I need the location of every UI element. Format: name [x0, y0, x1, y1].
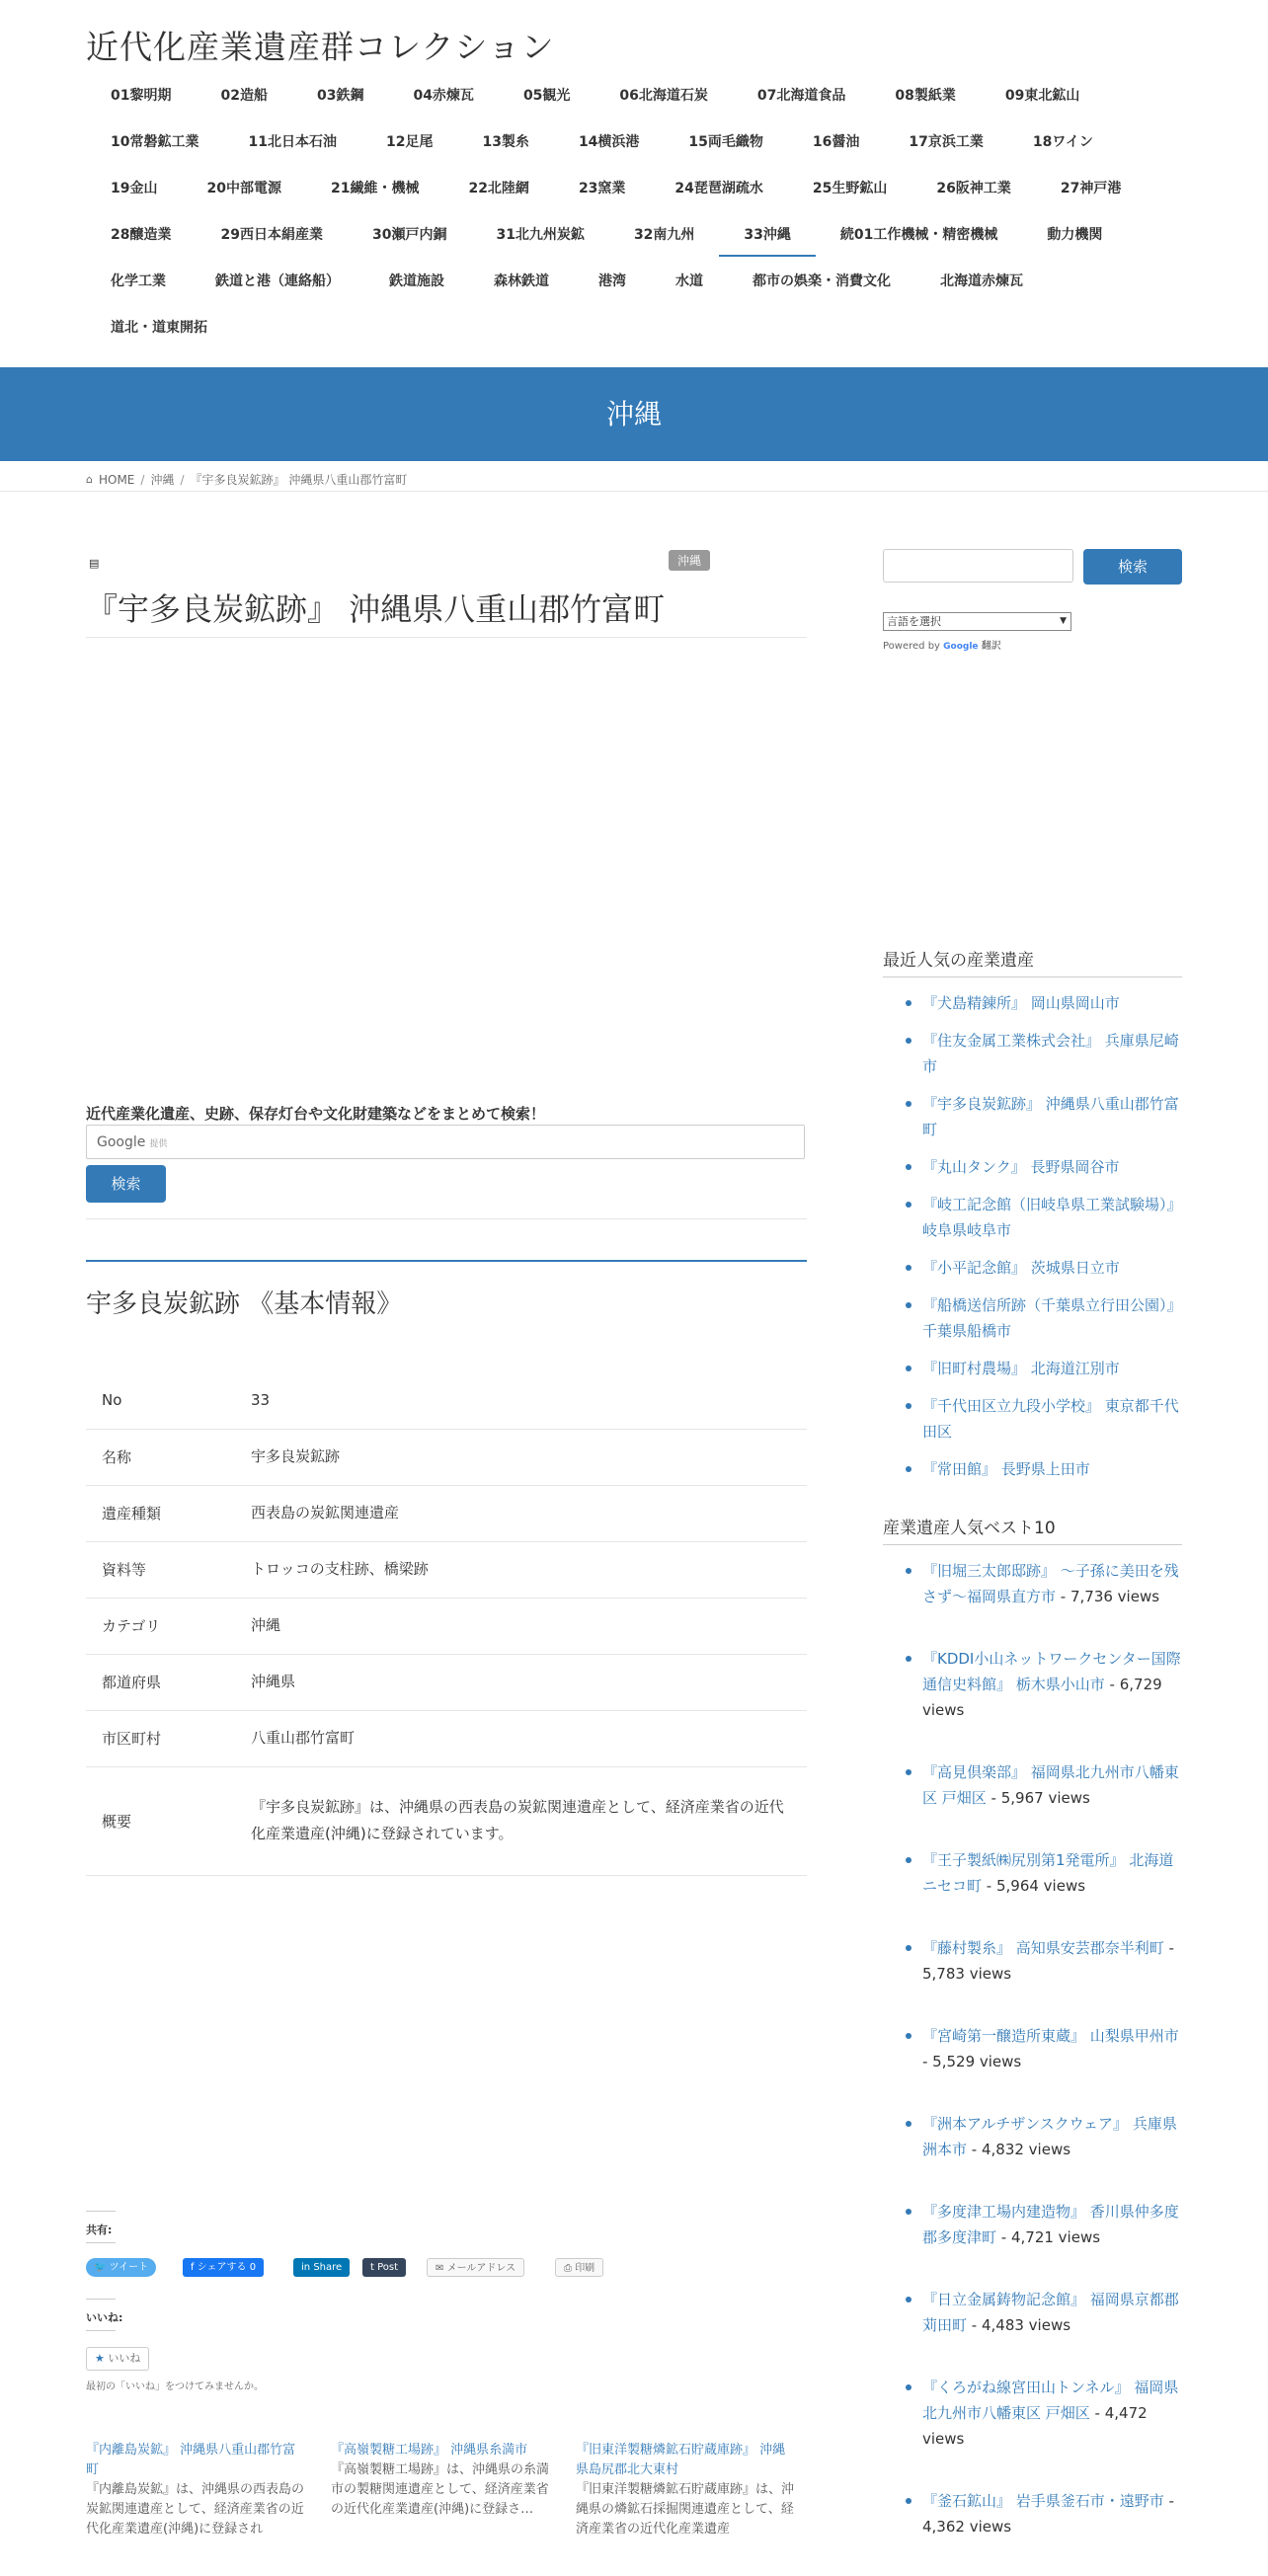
- linkedin-icon: in: [301, 2262, 311, 2273]
- info-row: [86, 1598, 807, 1654]
- gnav-item[interactable]: 32南九州: [633, 227, 695, 243]
- recent-item: [883, 1356, 1182, 1381]
- facebook-icon: f: [191, 2262, 195, 2273]
- view-count: - 5,529 views: [922, 2053, 1022, 2070]
- related-post-excerpt: 『旧東洋製糖燐鉱石貯蔵庫跡』は、沖縄県の燐鉱石採掘関連遺産として、経済産業省の近代化産業遺産: [576, 2482, 795, 2537]
- info-value: 宇多良炭鉱跡: [236, 1429, 807, 1485]
- recent-item: [883, 1154, 1182, 1180]
- breadcrumb-separator: /: [180, 472, 185, 487]
- recent-item-link[interactable]: 『犬島精錬所』 岡山県岡山市: [922, 994, 1120, 1012]
- gnav-item[interactable]: 03鉄鋼: [316, 88, 364, 104]
- info-table: [86, 1372, 807, 1876]
- google-search-button[interactable]: 検索: [86, 1165, 166, 1203]
- best-item: [883, 2199, 1182, 2250]
- gnav-item[interactable]: 森林鉄道: [494, 273, 549, 289]
- gnav-item[interactable]: 09東北鉱山: [1004, 88, 1080, 104]
- gnav-item[interactable]: 続01工作機械・精密機械: [839, 227, 998, 243]
- recent-item: [883, 1393, 1182, 1444]
- related-post-title[interactable]: 『旧東洋製糖燐鉱石貯蔵庫跡』 沖縄県島尻郡北大東村: [576, 2443, 786, 2477]
- view-count: - 6,729 views: [922, 1676, 1162, 1719]
- book-icon: ▤: [89, 557, 100, 570]
- tumblr-icon: t: [370, 2262, 374, 2273]
- view-count: - 4,721 views: [996, 2228, 1101, 2246]
- best-item: [883, 1646, 1182, 1723]
- recent-item: [883, 1292, 1182, 1344]
- print-icon: ⎙: [564, 2263, 572, 2274]
- title-divider: [86, 637, 807, 638]
- gnav-item[interactable]: 北海道赤煉瓦: [940, 273, 1023, 289]
- gnav-item[interactable]: 30瀬戸内銅: [371, 227, 447, 243]
- breadcrumb-divider: [0, 491, 1268, 492]
- gnav-item[interactable]: 24琵琶湖疏水: [674, 181, 763, 196]
- gnav-row: [86, 166, 1182, 212]
- gnav-item[interactable]: 08製紙業: [895, 88, 956, 104]
- related-post-excerpt: 『内離島炭鉱』は、沖縄県の西表島の炭鉱関連遺産として、経済産業省の近代化産業遺産(沖縄)に登録され: [86, 2482, 305, 2537]
- gnav-item[interactable]: 27神戸港: [1060, 181, 1122, 196]
- gnav-item[interactable]: 14横浜港: [578, 134, 640, 150]
- gnav-item[interactable]: 22北陸網: [468, 181, 529, 196]
- linkedin-share-button[interactable]: in Share: [293, 2258, 350, 2277]
- info-value: 沖縄: [236, 1598, 807, 1654]
- gnav-row: [86, 212, 1182, 259]
- recent-item-link[interactable]: 『丸山タンク』 長野県岡谷市: [922, 1158, 1120, 1176]
- view-count: - 4,832 views: [967, 2141, 1071, 2158]
- view-count: - 7,736 views: [1056, 1588, 1160, 1605]
- widget-divider: [883, 976, 1182, 977]
- divider: [86, 2211, 116, 2212]
- view-count: - 4,472 views: [922, 2404, 1148, 2448]
- related-post[interactable]: [331, 2441, 553, 2520]
- twitter-icon: 🐦: [94, 2262, 107, 2273]
- related-post-title[interactable]: 『高嶺製糖工場跡』 沖縄県糸満市: [331, 2443, 528, 2458]
- gnav-item[interactable]: 25生野鉱山: [812, 181, 888, 196]
- recent-item: [883, 1028, 1182, 1079]
- gnav-item[interactable]: 19金山: [111, 181, 158, 196]
- gnav-item[interactable]: 鉄道と港（連絡船）: [215, 273, 340, 289]
- info-value: 八重山郡竹富町: [236, 1710, 807, 1766]
- gnav-item[interactable]: 12足尾: [385, 134, 434, 150]
- gnav-row: [86, 305, 1182, 351]
- view-count: - 5,783 views: [922, 1939, 1174, 1983]
- best-item-link[interactable]: 『王子製紙㈱尻別第1発電所』 北海道ニセコ町: [922, 1851, 1174, 1895]
- related-post[interactable]: [86, 2441, 308, 2539]
- best-item: [883, 2023, 1182, 2074]
- view-count: - 4,362 views: [922, 2492, 1174, 2536]
- recent-item-link[interactable]: 『旧町村農場』 北海道江別市: [922, 1360, 1120, 1377]
- google-search-input[interactable]: [86, 1125, 805, 1159]
- site-title[interactable]: 近代化産業遺産群コレクション: [86, 28, 555, 66]
- best-item: [883, 1935, 1182, 1987]
- gnav-item[interactable]: 鉄道施設: [389, 273, 444, 289]
- gnav-item[interactable]: 10常磐鉱工業: [111, 134, 199, 150]
- gnav-item[interactable]: 28醸造業: [111, 227, 172, 243]
- info-key: 都道府県: [86, 1654, 236, 1710]
- recent-list: [883, 990, 1182, 1494]
- gnav-item[interactable]: 04赤煉瓦: [413, 88, 474, 104]
- gnav-item[interactable]: 21繊維・機械: [330, 181, 420, 196]
- divider: [86, 2330, 116, 2331]
- gnav-item[interactable]: 26阪神工業: [936, 181, 1011, 196]
- gnav-item[interactable]: 29西日本絹産業: [220, 227, 323, 243]
- best-item: [883, 1847, 1182, 1899]
- powered-by-google: Powered by Google 翻訳: [883, 641, 1001, 652]
- home-icon: ⌂: [86, 473, 93, 486]
- recent-item-link[interactable]: 『住友金属工業株式会社』 兵庫県尼崎市: [922, 1032, 1179, 1075]
- best-item: [883, 2287, 1182, 2338]
- star-icon: ★: [95, 2352, 105, 2365]
- facebook-share-button[interactable]: f シェアする 0: [183, 2258, 264, 2277]
- recent-widget-title: 最近人気の産業遺産: [883, 951, 1034, 971]
- info-section-title: 宇多良炭鉱跡 《基本情報》: [86, 1289, 403, 1319]
- gnav-item[interactable]: 07北海道食品: [756, 88, 846, 104]
- global-nav: [86, 73, 1182, 351]
- info-row: [86, 1485, 807, 1541]
- info-row: [86, 1710, 807, 1766]
- recent-item-link[interactable]: 『千代田区立九段小学校』 東京都千代田区: [922, 1397, 1179, 1441]
- recent-item-link[interactable]: 『常田館』 長野県上田市: [922, 1460, 1090, 1478]
- sidebar-search-input[interactable]: [883, 549, 1073, 583]
- recent-item: [883, 1255, 1182, 1281]
- gnav-item[interactable]: 18ワイン: [1032, 134, 1093, 150]
- breadcrumb-category[interactable]: 沖縄: [150, 473, 175, 487]
- recent-item-link[interactable]: 『船橋送信所跡（千葉県立行田公園）』 千葉県船橋市: [922, 1296, 1182, 1340]
- print-button[interactable]: ⎙ 印刷: [555, 2258, 603, 2277]
- info-value: 『宇多良炭鉱跡』は、沖縄県の西表島の炭鉱関連遺産として、経済産業省の近代化産業遺産(沖縄)に登録されています。: [236, 1766, 807, 1875]
- info-value: 西表島の炭鉱関連遺産: [236, 1485, 807, 1541]
- recent-item: [883, 1192, 1182, 1243]
- breadcrumb-home[interactable]: HOME: [98, 472, 135, 487]
- best-item-link[interactable]: 『宮崎第一醸造所東蔵』 山梨県甲州市: [922, 2027, 1179, 2045]
- gnav-row: [86, 259, 1182, 305]
- best-item: [883, 2488, 1182, 2539]
- breadcrumb-separator: /: [140, 472, 145, 487]
- info-row: [86, 1654, 807, 1710]
- best-item-link[interactable]: 『多度津工場内建造物』 香川県仲多度郡多度津町: [922, 2203, 1179, 2246]
- info-key: カテゴリ: [86, 1598, 236, 1654]
- gnav-row: [86, 119, 1182, 166]
- category-badge[interactable]: 沖縄: [669, 550, 710, 571]
- gnav-item[interactable]: 水道: [675, 273, 703, 289]
- gnav-item[interactable]: 港湾: [598, 273, 626, 289]
- breadcrumb-current: 『宇多良炭鉱跡』 沖縄県八重山郡竹富町: [190, 473, 408, 487]
- sidebar-search-button[interactable]: 検索: [1083, 549, 1182, 585]
- recent-item: [883, 990, 1182, 1016]
- view-count: - 5,967 views: [986, 1789, 1090, 1807]
- tumblr-post-button[interactable]: t Post: [362, 2258, 406, 2277]
- info-key: No: [86, 1372, 236, 1429]
- gnav-item[interactable]: 17京浜工業: [909, 134, 984, 150]
- recent-item-link[interactable]: 『小平記念館』 茨城県日立市: [922, 1259, 1120, 1277]
- info-row: [86, 1429, 807, 1485]
- gnav-item[interactable]: 11北日本石油: [248, 134, 337, 150]
- like-button[interactable]: ★ いいね: [86, 2347, 149, 2371]
- best-list: [883, 1558, 1182, 2576]
- google-logo: Google: [943, 642, 979, 652]
- gnav-item[interactable]: 23窯業: [578, 181, 626, 196]
- like-label: いいね:: [86, 2311, 123, 2324]
- tweet-button[interactable]: 🐦 ツイート: [86, 2258, 156, 2277]
- gnav-item[interactable]: 05観光: [522, 88, 571, 104]
- gnav-item[interactable]: 都市の娯楽・消費文化: [753, 273, 891, 289]
- best-item-link[interactable]: 『日立金属鋳物記念館』 福岡県京都郡苅田町: [922, 2291, 1179, 2334]
- related-post-title[interactable]: 『内離島炭鉱』 沖縄県八重山郡竹富町: [86, 2443, 296, 2477]
- divider: [86, 1218, 807, 1219]
- info-row: [86, 1766, 807, 1875]
- gnav-item[interactable]: 13製糸: [482, 134, 529, 150]
- info-row: [86, 1541, 807, 1598]
- view-count: - 4,483 views: [967, 2316, 1071, 2334]
- info-key: 概要: [86, 1766, 236, 1875]
- best-item-link[interactable]: 『旧堀三太郎邸跡』 ～子孫に美田を残さず～福岡県直方市: [922, 1562, 1179, 1605]
- gnav-item[interactable]: 化学工業: [111, 273, 166, 289]
- best-item-link[interactable]: 『くろがね線宮田山トンネル』 福岡県北九州市八幡東区 戸畑区: [922, 2379, 1179, 2422]
- gnav-row: [86, 73, 1182, 119]
- recent-item: [883, 1456, 1182, 1482]
- info-value: トロッコの支柱跡、橋梁跡: [236, 1541, 807, 1598]
- best-widget-title: 産業遺産人気ベスト10: [883, 1519, 1056, 1538]
- chevron-down-icon: ▼: [1060, 616, 1067, 626]
- gnav-item[interactable]: 06北海道石炭: [619, 88, 708, 104]
- gnav-item[interactable]: 15両毛織物: [688, 134, 763, 150]
- related-post-excerpt: 『高嶺製糖工場跡』は、沖縄県の糸満市の製糖関連遺産として、経済産業省の近代化産業遺産(沖縄)に登録さ…: [331, 2462, 550, 2517]
- share-label: 共有:: [86, 2224, 113, 2236]
- best-item-link[interactable]: 『藤村製糸』 高知県安芸郡奈半利町: [922, 1939, 1164, 1957]
- gnav-item[interactable]: 20中部電源: [206, 181, 281, 196]
- recent-item-link[interactable]: 『宇多良炭鉱跡』 沖縄県八重山郡竹富町: [922, 1095, 1179, 1138]
- best-item-link[interactable]: 『釜石鉱山』 岩手県釜石市・遠野市: [922, 2492, 1164, 2510]
- recent-item-link[interactable]: 『岐工記念館（旧岐阜県工業試験場）』 岐阜県岐阜市: [922, 1196, 1182, 1239]
- best-item-link[interactable]: 『KDDI小山ネットワークセンター国際通信史料館』 栃木県小山市: [922, 1650, 1181, 1693]
- best-item: [883, 2111, 1182, 2162]
- mail-icon: ✉: [436, 2263, 444, 2274]
- view-count: - 5,964 views: [982, 1877, 1086, 1895]
- info-key: 資料等: [86, 1541, 236, 1598]
- page-banner: 沖縄: [0, 367, 1268, 461]
- best-item: [883, 1558, 1182, 1609]
- gnav-item[interactable]: 16醤油: [812, 134, 860, 150]
- info-value: 沖縄県: [236, 1654, 807, 1710]
- recent-item: [883, 1091, 1182, 1142]
- best-item: [883, 1759, 1182, 1811]
- best-item-link[interactable]: 『洲本アルチザンスクウェア』 兵庫県洲本市: [922, 2115, 1177, 2158]
- email-share-button[interactable]: ✉ メールアドレス: [427, 2258, 524, 2277]
- section-divider: [86, 1260, 807, 1262]
- google-search-label: 近代産業化遺産、史跡、保存灯台や文化財建築などをまとめて検索！: [86, 1105, 546, 1123]
- google-logo: Google 提供: [97, 1134, 168, 1150]
- like-note: 最初の「いいね」をつけてみませんか。: [86, 2381, 264, 2392]
- gnav-item[interactable]: 33沖縄: [719, 212, 815, 259]
- gnav-item[interactable]: 31北九州炭鉱: [496, 227, 585, 243]
- gnav-item[interactable]: 02造船: [220, 88, 268, 104]
- related-post[interactable]: [576, 2441, 798, 2539]
- best-item: [883, 2375, 1182, 2452]
- info-key: 市区町村: [86, 1710, 236, 1766]
- breadcrumb: [86, 471, 407, 488]
- best-item-link[interactable]: 『高見倶楽部』 福岡県北九州市八幡東区 戸畑区: [922, 1763, 1179, 1807]
- info-key: 遺産種類: [86, 1485, 236, 1541]
- entry-title: 『宇多良炭鉱跡』 沖縄県八重山郡竹富町: [86, 590, 666, 628]
- gnav-item[interactable]: 動力機関: [1047, 227, 1103, 243]
- divider: [86, 2299, 116, 2300]
- gnav-item[interactable]: 道北・道東開拓: [111, 320, 207, 336]
- widget-divider: [883, 1544, 1182, 1545]
- divider: [86, 2242, 116, 2243]
- gnav-item[interactable]: 01黎明期: [111, 88, 172, 104]
- info-row: [86, 1372, 807, 1429]
- info-key: 名称: [86, 1429, 236, 1485]
- translate-link[interactable]: 翻訳: [981, 641, 1001, 652]
- language-select[interactable]: 言語を選択 ▼: [883, 612, 1071, 631]
- info-value: 33: [236, 1372, 807, 1429]
